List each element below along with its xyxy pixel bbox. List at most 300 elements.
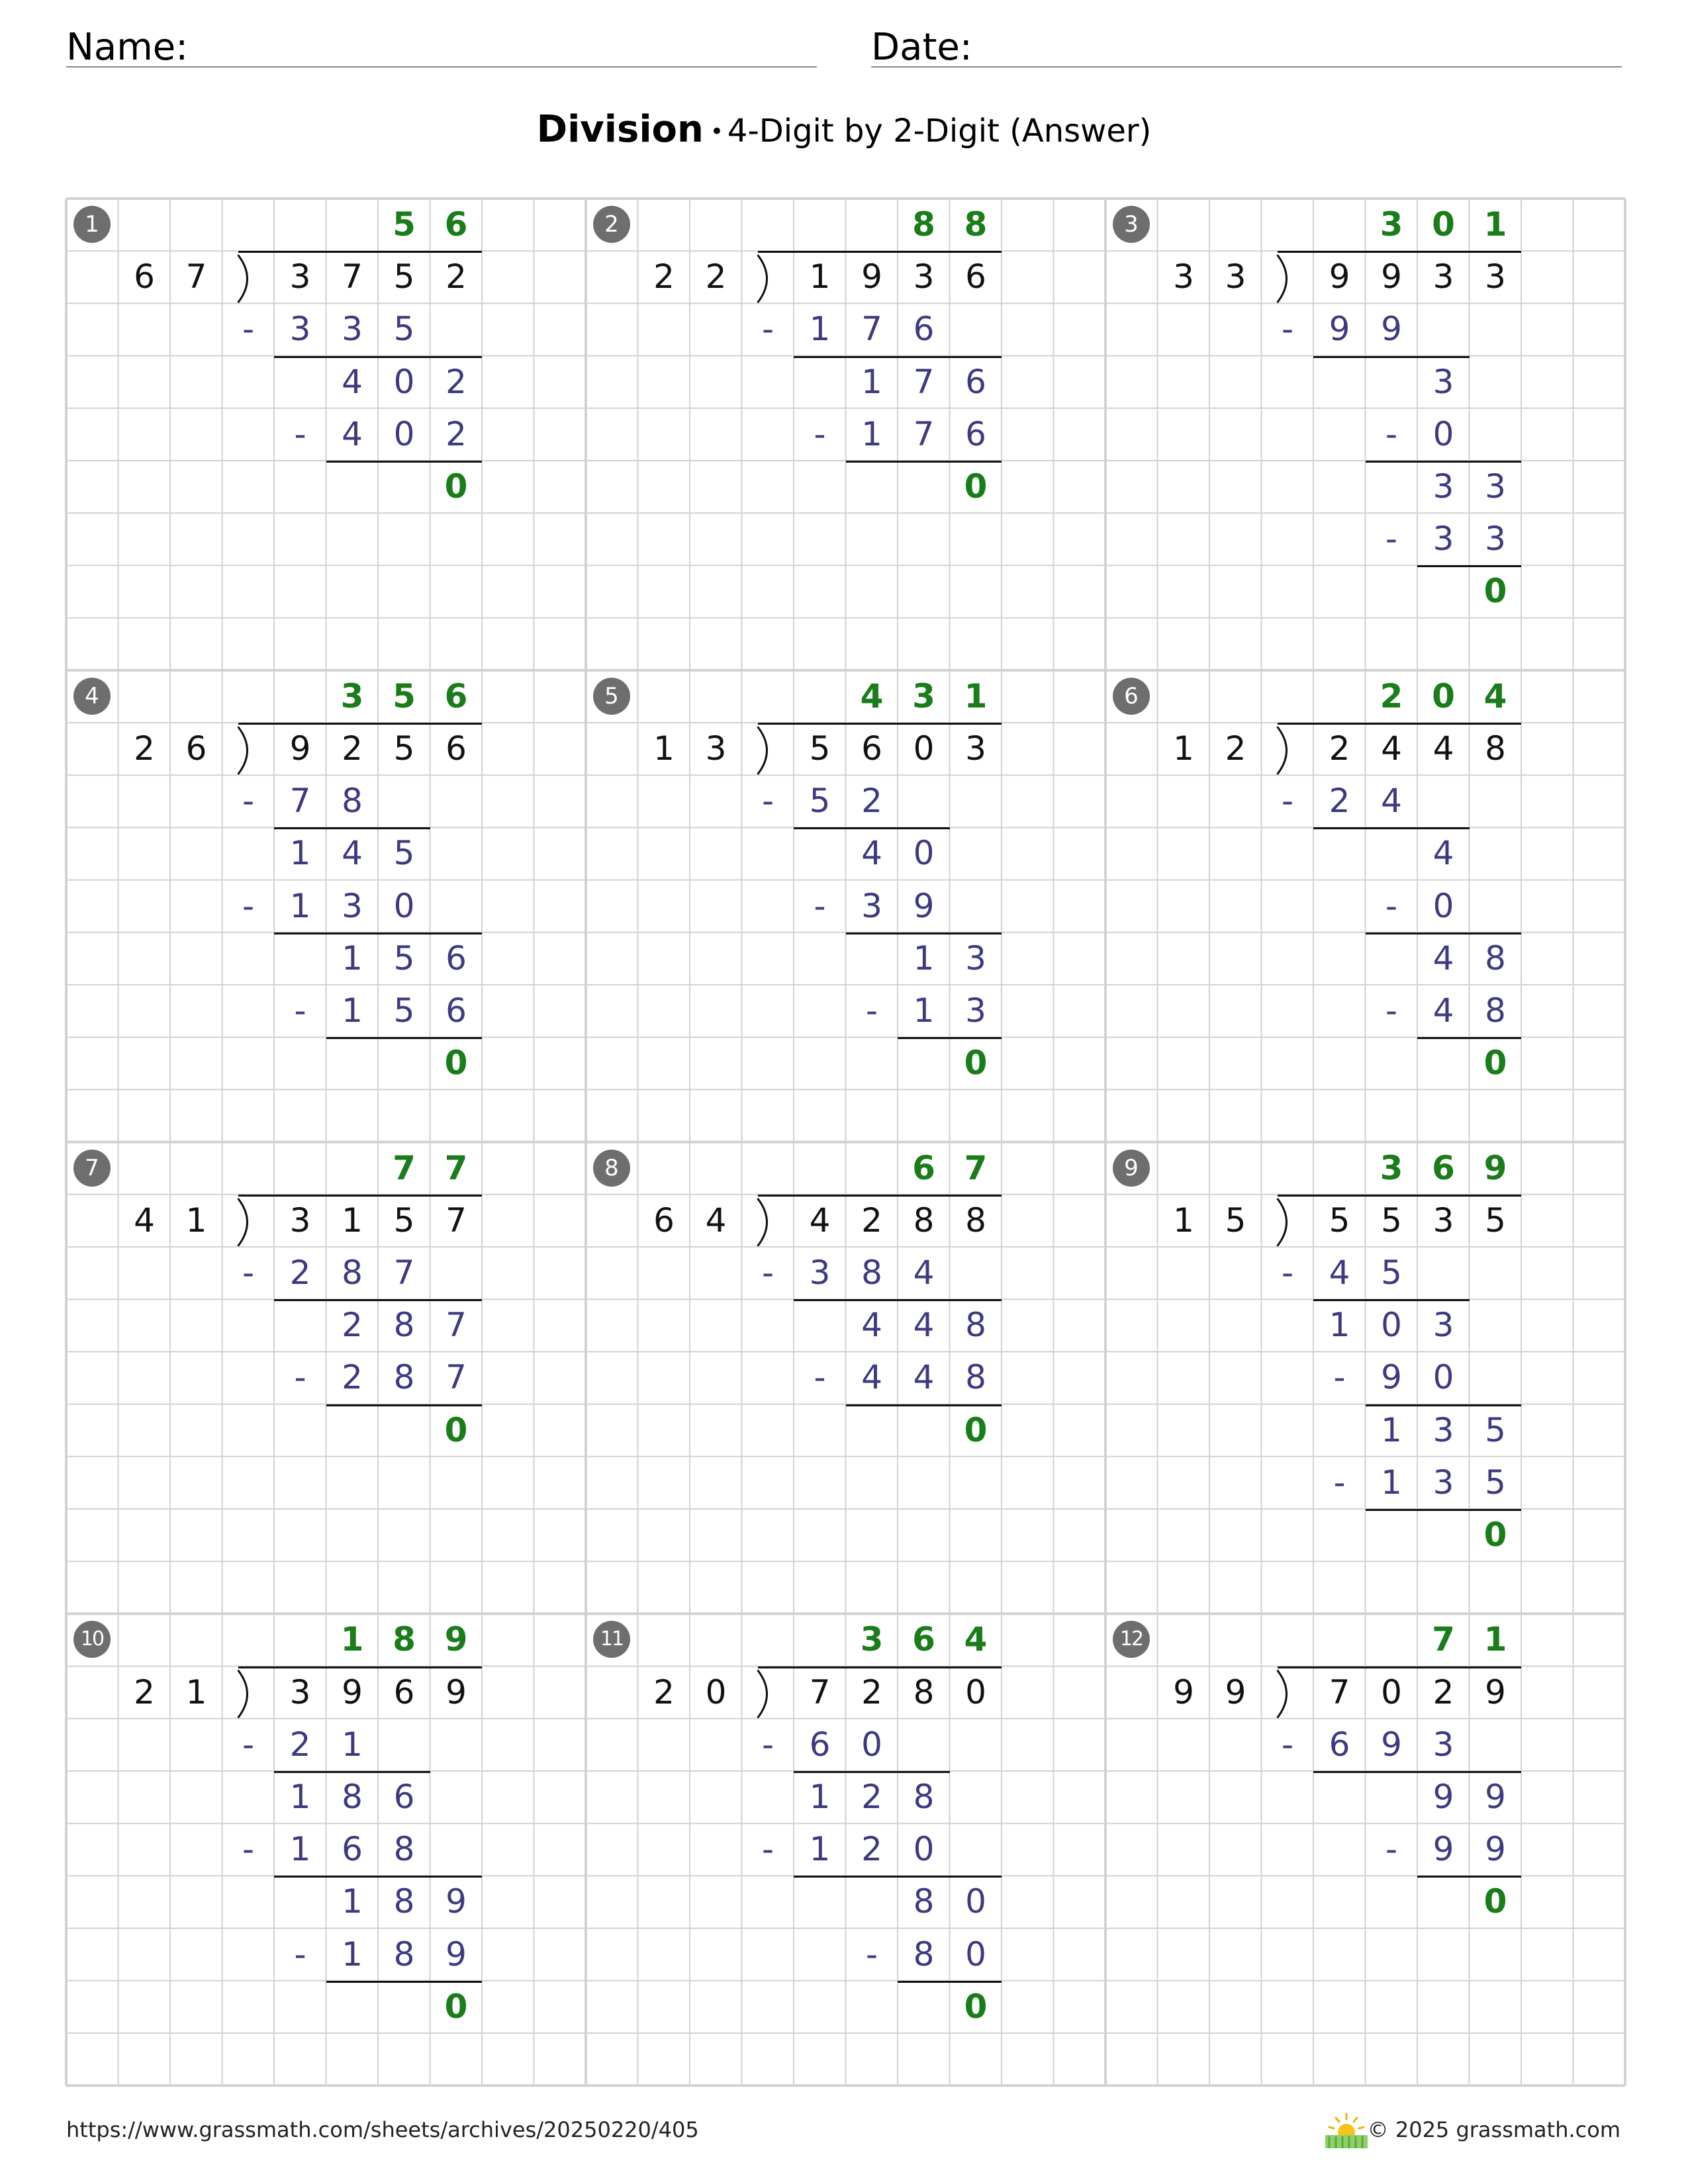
quotient-digit: 3	[860, 1620, 884, 1659]
quotient-digit: 7	[393, 1148, 416, 1187]
title-separator: •	[710, 118, 724, 146]
sun-over-grass-icon	[1323, 2113, 1370, 2150]
divisor-digit: 6	[185, 729, 207, 768]
dividend-digit: 6	[393, 1672, 415, 1711]
remainder-digit: 3	[1432, 1306, 1454, 1345]
divisor-digit: 5	[1225, 1201, 1246, 1240]
minus-sign: -	[242, 782, 255, 821]
subtrahend-digit: 3	[342, 310, 363, 349]
quotient-digit: 8	[912, 205, 935, 244]
subtrahend-digit: 6	[965, 414, 986, 453]
remainder-digit: 8	[1485, 938, 1506, 978]
minus-sign: -	[294, 1934, 306, 1974]
minus-sign: -	[1281, 782, 1294, 821]
remainder-digit: 1	[289, 1778, 311, 1816]
subtrahend-digit: 8	[393, 1830, 415, 1869]
title-subtitle: 4-Digit by 2-Digit (Answer)	[727, 113, 1152, 150]
subtrahend-digit: 3	[861, 886, 882, 925]
subtrahend-digit: 1	[809, 1830, 831, 1869]
division-bracket	[1278, 1670, 1287, 1718]
minus-sign: -	[242, 1830, 255, 1869]
division-bracket	[758, 255, 767, 302]
dividend-digit: 5	[1381, 1201, 1402, 1240]
division-bracket	[238, 1199, 248, 1246]
remainder-digit: 1	[809, 1778, 831, 1816]
subtrahend-digit: 2	[342, 1358, 363, 1397]
subtrahend-digit: 4	[913, 1358, 935, 1397]
subtrahend-digit: 7	[393, 1253, 415, 1292]
dividend-digit: 2	[342, 729, 363, 768]
quotient-digit: 3	[912, 676, 935, 715]
divisor-digit: 3	[1173, 257, 1194, 296]
subtrahend-digit: 4	[1329, 1253, 1350, 1292]
minus-sign: -	[242, 1725, 255, 1764]
subtrahend-digit: 1	[861, 414, 882, 453]
problem-number-badge: 8	[593, 1150, 630, 1187]
subtrahend-digit: 0	[861, 1725, 882, 1764]
divisor-digit: 2	[1225, 729, 1246, 768]
subtrahend-digit: 7	[289, 782, 311, 821]
minus-sign: -	[865, 991, 878, 1030]
problem-number-badge: 10	[73, 1621, 111, 1658]
minus-sign: -	[814, 1358, 826, 1397]
final-remainder: 0	[444, 1044, 468, 1083]
quotient-digit: 1	[1483, 1620, 1507, 1659]
subtrahend-digit: 8	[1485, 991, 1506, 1030]
remainder-digit: 2	[342, 1306, 363, 1345]
divisor-digit: 2	[134, 729, 155, 768]
dividend-digit: 3	[289, 1672, 311, 1711]
problem-number-badge: 3	[1113, 206, 1150, 243]
subtrahend-digit: 3	[289, 310, 311, 349]
quotient-digit: 6	[444, 205, 468, 244]
quotient-digit: 5	[393, 676, 416, 715]
divisor-digit: 9	[1173, 1672, 1194, 1711]
subtrahend-digit: 5	[393, 991, 415, 1030]
subtrahend-digit: 1	[913, 991, 935, 1030]
dividend-digit: 6	[445, 729, 467, 768]
dividend-digit: 4	[1432, 729, 1454, 768]
minus-sign: -	[1281, 1725, 1294, 1764]
remainder-digit: 7	[445, 1306, 467, 1345]
remainder-digit: 2	[861, 1778, 882, 1816]
problem-number-badge: 7	[73, 1150, 111, 1187]
subtrahend-digit: 9	[1485, 1830, 1506, 1869]
final-remainder: 0	[1483, 572, 1507, 611]
dividend-digit: 0	[913, 729, 935, 768]
quotient-digit: 4	[1483, 676, 1507, 715]
dividend-digit: 2	[1432, 1672, 1454, 1711]
remainder-digit: 2	[445, 362, 467, 401]
subtrahend-digit: 1	[289, 886, 311, 925]
final-remainder: 0	[964, 1044, 988, 1083]
final-remainder: 0	[964, 467, 988, 506]
divisor-digit: 2	[134, 1672, 155, 1711]
quotient-digit: 6	[1432, 1148, 1455, 1187]
title-main: Division	[536, 108, 704, 151]
footer-copyright: © 2025 grassmath.com	[1367, 2117, 1620, 2142]
dividend-digit: 9	[1381, 257, 1402, 296]
minus-sign: -	[1333, 1463, 1346, 1502]
remainder-digit: 7	[913, 362, 935, 401]
quotient-digit: 7	[964, 1148, 988, 1187]
minus-sign: -	[865, 1934, 878, 1974]
dividend-digit: 3	[1432, 257, 1454, 296]
dividend-digit: 3	[913, 257, 935, 296]
subtrahend-digit: 5	[1381, 1253, 1402, 1292]
minus-sign: -	[242, 1253, 255, 1292]
minus-sign: -	[294, 1358, 306, 1397]
quotient-digit: 0	[1432, 676, 1455, 715]
remainder-digit: 5	[393, 938, 415, 978]
quotient-digit: 3	[1380, 1148, 1403, 1187]
remainder-digit: 3	[965, 938, 986, 978]
remainder-digit: 4	[861, 834, 882, 873]
problem-number-badge: 5	[593, 678, 630, 715]
quotient-digit: 7	[1432, 1620, 1455, 1659]
dividend-digit: 7	[809, 1672, 831, 1711]
subtrahend-digit: 6	[913, 310, 935, 349]
subtrahend-digit: 8	[965, 1358, 986, 1397]
minus-sign: -	[242, 310, 255, 349]
remainder-digit: 8	[913, 1778, 935, 1816]
minus-sign: -	[294, 414, 306, 453]
subtrahend-digit: 4	[861, 1358, 882, 1397]
remainder-digit: 8	[393, 1882, 415, 1921]
footer-url: https://www.grassmath.com/sheets/archives/20250220/405	[66, 2117, 699, 2142]
subtrahend-digit: 7	[861, 310, 882, 349]
subtrahend-digit: 5	[393, 310, 415, 349]
subtrahend-digit: 6	[1329, 1725, 1350, 1764]
remainder-digit: 4	[342, 362, 363, 401]
remainder-digit: 3	[1485, 467, 1506, 506]
remainder-digit: 8	[393, 1306, 415, 1345]
dividend-digit: 9	[861, 257, 882, 296]
subtrahend-digit: 5	[1485, 1463, 1506, 1502]
dividend-digit: 5	[809, 729, 831, 768]
subtrahend-digit: 0	[1432, 886, 1454, 925]
division-bracket	[758, 1199, 767, 1246]
subtrahend-digit: 8	[393, 1358, 415, 1397]
subtrahend-digit: 7	[445, 1358, 467, 1397]
minus-sign: -	[761, 782, 774, 821]
subtrahend-digit: 9	[1381, 1358, 1402, 1397]
subtrahend-digit: 0	[1432, 414, 1454, 453]
subtrahend-digit: 9	[1432, 1830, 1454, 1869]
dividend-digit: 3	[289, 1201, 311, 1240]
remainder-digit: 9	[1432, 1778, 1454, 1816]
quotient-digit: 1	[964, 676, 988, 715]
dividend-digit: 5	[393, 729, 415, 768]
subtrahend-digit: 1	[342, 1725, 363, 1764]
dividend-digit: 7	[342, 257, 363, 296]
subtrahend-digit: 6	[809, 1725, 831, 1764]
final-remainder: 0	[1483, 1882, 1507, 1921]
subtrahend-digit: 0	[965, 1934, 986, 1974]
subtrahend-digit: 9	[1329, 310, 1350, 349]
minus-sign: -	[1385, 520, 1398, 559]
subtrahend-digit: 4	[1381, 782, 1402, 821]
dividend-digit: 4	[809, 1201, 831, 1240]
remainder-digit: 4	[1432, 938, 1454, 978]
subtrahend-digit: 2	[445, 414, 467, 453]
quotient-digit: 6	[912, 1620, 935, 1659]
minus-sign: -	[761, 1830, 774, 1869]
divisor-digit: 4	[134, 1201, 155, 1240]
minus-sign: -	[294, 991, 306, 1030]
division-bracket	[758, 1670, 767, 1718]
quotient-digit: 0	[1432, 205, 1455, 244]
dividend-digit: 1	[809, 257, 831, 296]
final-remainder: 0	[1483, 1044, 1507, 1083]
problem-number-badge: 9	[1113, 1150, 1150, 1187]
divisor-digit: 2	[653, 257, 675, 296]
division-bracket	[238, 727, 248, 774]
problem-number-badge: 2	[593, 206, 630, 243]
dividend-digit: 8	[965, 1201, 986, 1240]
remainder-digit: 4	[1432, 834, 1454, 873]
subtrahend-digit: 6	[342, 1830, 363, 1869]
division-bracket	[1278, 727, 1287, 774]
quotient-digit: 1	[1483, 205, 1507, 244]
divisor-digit: 1	[1173, 1201, 1194, 1240]
subtrahend-digit: 4	[342, 414, 363, 453]
subtrahend-digit: 1	[342, 991, 363, 1030]
subtrahend-digit: 3	[1432, 520, 1454, 559]
final-remainder: 0	[964, 1410, 988, 1449]
remainder-digit: 8	[913, 1882, 935, 1921]
minus-sign: -	[1385, 886, 1398, 925]
dividend-digit: 8	[913, 1672, 935, 1711]
dividend-digit: 7	[1329, 1672, 1350, 1711]
division-bracket	[238, 1670, 248, 1718]
dividend-digit: 0	[965, 1672, 986, 1711]
subtrahend-digit: 8	[913, 1934, 935, 1974]
subtrahend-digit: 8	[393, 1934, 415, 1974]
subtrahend-digit: 3	[1432, 1463, 1454, 1502]
remainder-digit: 8	[342, 1778, 363, 1816]
quotient-digit: 5	[393, 205, 416, 244]
problem-number-badge: 6	[1113, 678, 1150, 715]
final-remainder: 0	[444, 1410, 468, 1449]
subtrahend-digit: 2	[861, 1830, 882, 1869]
divisor-digit: 1	[653, 729, 675, 768]
final-remainder: 0	[444, 467, 468, 506]
subtrahend-digit: 1	[1381, 1463, 1402, 1502]
dividend-digit: 5	[1485, 1201, 1506, 1240]
dividend-digit: 9	[1485, 1672, 1506, 1711]
subtrahend-digit: 8	[342, 782, 363, 821]
minus-sign: -	[1333, 1358, 1346, 1397]
remainder-digit: 1	[861, 362, 882, 401]
quotient-digit: 1	[340, 1620, 364, 1659]
quotient-digit: 8	[964, 205, 988, 244]
subtrahend-digit: 1	[342, 1934, 363, 1974]
minus-sign: -	[761, 1253, 774, 1292]
remainder-digit: 6	[965, 362, 986, 401]
quotient-digit: 7	[444, 1148, 468, 1187]
subtrahend-digit: 0	[393, 886, 415, 925]
divisor-digit: 1	[185, 1672, 207, 1711]
dividend-digit: 6	[861, 729, 882, 768]
divisor-digit: 1	[185, 1201, 207, 1240]
minus-sign: -	[1385, 414, 1398, 453]
quotient-digit: 3	[340, 676, 364, 715]
divisor-digit: 7	[185, 257, 207, 296]
subtrahend-digit: 4	[913, 1253, 935, 1292]
remainder-digit: 0	[913, 834, 935, 873]
minus-sign: -	[1281, 1253, 1294, 1292]
quotient-digit: 4	[964, 1620, 988, 1659]
subtrahend-digit: 2	[861, 782, 882, 821]
remainder-digit: 9	[1485, 1778, 1506, 1816]
subtrahend-digit: 0	[913, 1830, 935, 1869]
remainder-digit: 5	[393, 834, 415, 873]
subtrahend-digit: 9	[1381, 310, 1402, 349]
dividend-digit: 2	[861, 1672, 882, 1711]
subtrahend-digit: 5	[809, 782, 831, 821]
subtrahend-digit: 3	[1432, 1725, 1454, 1764]
subtrahend-digit: 2	[289, 1253, 311, 1292]
subtrahend-digit: 8	[861, 1253, 882, 1292]
remainder-digit: 9	[445, 1882, 467, 1921]
subtrahend-digit: 9	[913, 886, 935, 925]
subtrahend-digit: 2	[289, 1725, 311, 1764]
divisor-digit: 2	[705, 257, 727, 296]
dividend-digit: 7	[445, 1201, 467, 1240]
quotient-digit: 9	[1483, 1148, 1507, 1187]
minus-sign: -	[814, 886, 826, 925]
remainder-digit: 1	[1329, 1306, 1350, 1345]
final-remainder: 0	[444, 1987, 468, 2026]
subtrahend-digit: 2	[1329, 782, 1350, 821]
divisor-digit: 6	[134, 257, 155, 296]
quotient-digit: 6	[912, 1148, 935, 1187]
subtrahend-digit: 4	[1432, 991, 1454, 1030]
minus-sign: -	[242, 886, 255, 925]
remainder-digit: 1	[1381, 1410, 1402, 1449]
divisor-digit: 6	[653, 1201, 675, 1240]
final-remainder: 0	[1483, 1516, 1507, 1554]
subtrahend-digit: 9	[445, 1934, 467, 1974]
divisor-digit: 3	[1225, 257, 1246, 296]
subtrahend-digit: 0	[393, 414, 415, 453]
dividend-digit: 5	[1329, 1201, 1350, 1240]
remainder-digit: 4	[342, 834, 363, 873]
subtrahend-digit: 0	[1432, 1358, 1454, 1397]
remainder-digit: 4	[913, 1306, 935, 1345]
remainder-digit: 6	[445, 938, 467, 978]
dividend-digit: 0	[1381, 1672, 1402, 1711]
subtrahend-digit: 6	[445, 991, 467, 1030]
division-bracket	[758, 727, 767, 774]
dividend-digit: 1	[342, 1201, 363, 1240]
remainder-digit: 1	[342, 938, 363, 978]
remainder-digit: 0	[393, 362, 415, 401]
subtrahend-digit: 9	[1381, 1725, 1402, 1764]
divisor-digit: 3	[705, 729, 727, 768]
remainder-digit: 3	[1432, 362, 1454, 401]
remainder-digit: 4	[861, 1306, 882, 1345]
dividend-digit: 4	[1381, 729, 1402, 768]
divisor-digit: 4	[705, 1201, 727, 1240]
problem-number-badge: 11	[593, 1621, 630, 1658]
problem-number-badge: 1	[73, 206, 111, 243]
remainder-digit: 5	[1485, 1410, 1506, 1449]
remainder-digit: 3	[1432, 1410, 1454, 1449]
date-label: Date:	[871, 26, 972, 69]
dividend-digit: 9	[445, 1672, 467, 1711]
problem-number-badge: 4	[73, 678, 111, 715]
dividend-digit: 5	[393, 1201, 415, 1240]
problem-number-badge: 12	[1113, 1621, 1150, 1658]
remainder-digit: 8	[965, 1306, 986, 1345]
dividend-digit: 6	[965, 257, 986, 296]
dividend-digit: 3	[1432, 1201, 1454, 1240]
remainder-digit: 6	[393, 1778, 415, 1816]
quotient-digit: 8	[393, 1620, 416, 1659]
dividend-digit: 9	[1329, 257, 1350, 296]
dividend-digit: 9	[342, 1672, 363, 1711]
divisor-digit: 9	[1225, 1672, 1246, 1711]
quotient-digit: 3	[1380, 205, 1403, 244]
subtrahend-digit: 3	[342, 886, 363, 925]
dividend-digit: 3	[965, 729, 986, 768]
remainder-digit: 3	[1432, 467, 1454, 506]
dividend-digit: 3	[289, 257, 311, 296]
minus-sign: -	[761, 1725, 774, 1764]
dividend-digit: 2	[445, 257, 467, 296]
dividend-digit: 2	[1329, 729, 1350, 768]
division-bracket	[1278, 255, 1287, 302]
quotient-digit: 6	[444, 676, 468, 715]
subtrahend-digit: 8	[342, 1253, 363, 1292]
remainder-digit: 1	[342, 1882, 363, 1921]
remainder-digit: 1	[289, 834, 311, 873]
minus-sign: -	[814, 414, 826, 453]
subtrahend-digit: 7	[913, 414, 935, 453]
subtrahend-digit: 3	[809, 1253, 831, 1292]
minus-sign: -	[1385, 991, 1398, 1030]
final-remainder: 0	[964, 1987, 988, 2026]
divisor-digit: 2	[653, 1672, 675, 1711]
divisor-digit: 0	[705, 1672, 727, 1711]
dividend-digit: 3	[1485, 257, 1506, 296]
subtrahend-digit: 1	[809, 310, 831, 349]
dividend-digit: 2	[861, 1201, 882, 1240]
dividend-digit: 5	[393, 257, 415, 296]
dividend-digit: 8	[913, 1201, 935, 1240]
division-bracket	[238, 255, 248, 302]
name-label: Name:	[66, 26, 189, 69]
subtrahend-digit: 3	[965, 991, 986, 1030]
quotient-digit: 2	[1380, 676, 1403, 715]
dividend-digit: 8	[1485, 729, 1506, 768]
remainder-digit: 0	[1381, 1306, 1402, 1345]
subtrahend-digit: 3	[1485, 520, 1506, 559]
subtrahend-digit: 1	[289, 1830, 311, 1869]
minus-sign: -	[761, 310, 774, 349]
minus-sign: -	[1281, 310, 1294, 349]
dividend-digit: 9	[289, 729, 311, 768]
minus-sign: -	[1385, 1830, 1398, 1869]
remainder-digit: 0	[965, 1882, 986, 1921]
remainder-digit: 1	[913, 938, 935, 978]
quotient-digit: 9	[444, 1620, 468, 1659]
quotient-digit: 4	[860, 676, 884, 715]
divisor-digit: 1	[1173, 729, 1194, 768]
division-bracket	[1278, 1199, 1287, 1246]
